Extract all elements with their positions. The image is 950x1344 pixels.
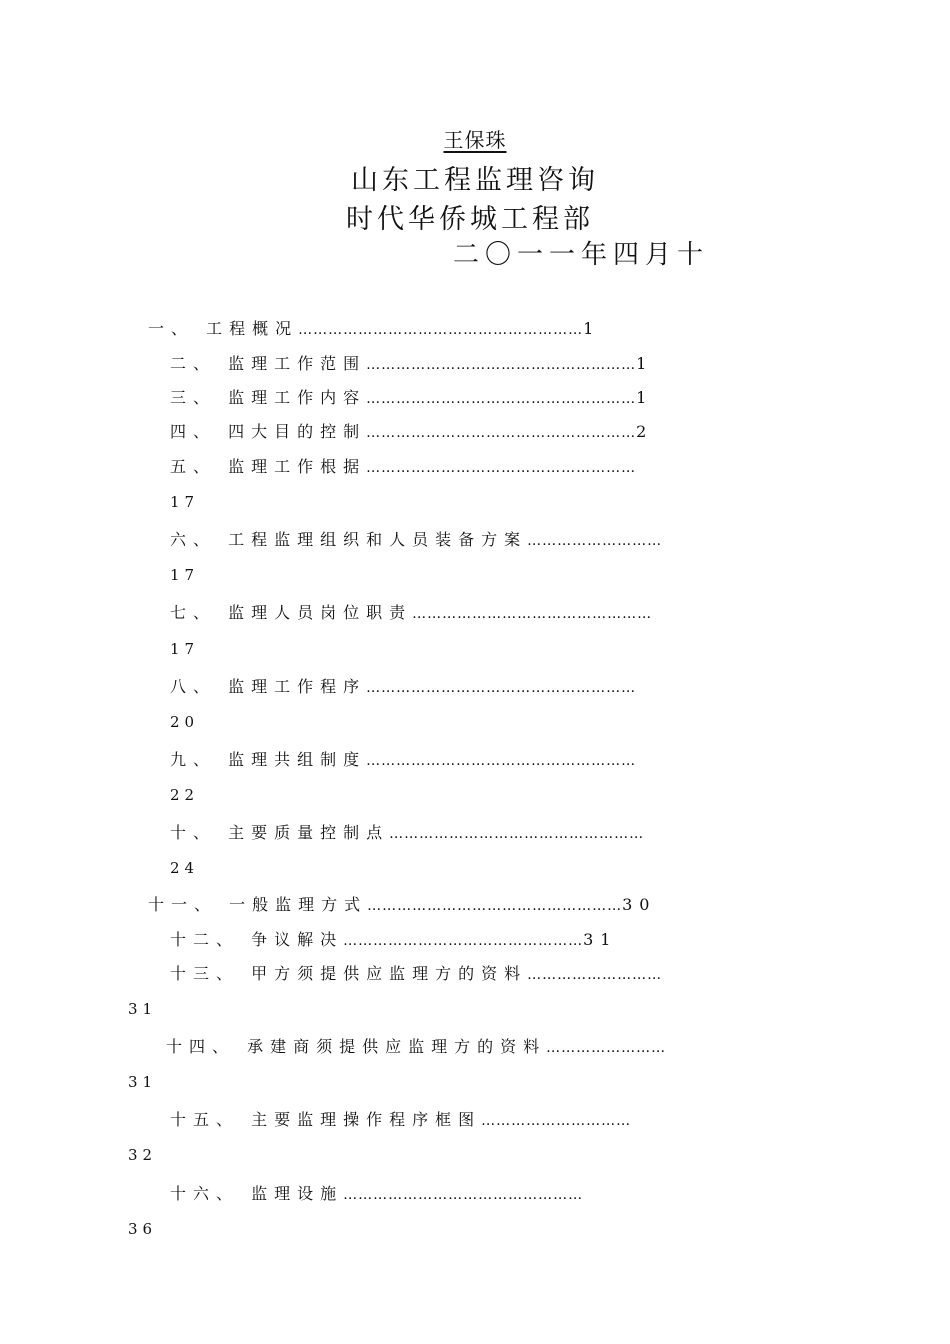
toc-entry <box>170 961 662 984</box>
toc-entry-leader: ……………………………………………… <box>366 460 637 476</box>
toc-entry-label: 四、 四大目的控制 <box>170 422 367 441</box>
toc-entry-label: 九、 监理共组制度 <box>170 750 367 769</box>
toc-entry <box>148 892 656 915</box>
toc-entry <box>170 351 653 374</box>
toc-entry <box>170 820 644 843</box>
toc-entry <box>170 385 653 408</box>
toc-entry-page: 17 <box>170 566 200 584</box>
toc-entry-page: 30 <box>622 895 657 914</box>
toc-entry-leader: ………………………………………………… <box>298 322 584 338</box>
toc-entry-page: 1 <box>636 388 654 407</box>
toc-entry-leader: ……………………… <box>527 533 663 549</box>
toc-entry-label: 十二、 争议解决 <box>170 930 344 949</box>
toc-entry-label: 十、 主要质量控制点 <box>170 823 390 842</box>
toc-entry-page: 36 <box>128 1220 158 1238</box>
toc-entry-leader: ……………………………………………… <box>366 680 637 696</box>
toc-entry <box>170 419 653 442</box>
toc-entry-leader: ……………………… <box>527 967 663 983</box>
toc-entry <box>170 454 636 477</box>
toc-entry-label: 三、 监理工作内容 <box>170 388 367 407</box>
toc-entry-label: 十三、 甲方须提供应监理方的资料 <box>170 964 528 983</box>
toc-entry <box>170 1107 631 1130</box>
toc-entry <box>170 747 636 770</box>
toc-entry-page: 32 <box>128 1146 158 1164</box>
toc-entry-label: 十一、 一般监理方式 <box>148 895 368 914</box>
toc-entry-leader: ……………………………………………… <box>366 753 637 769</box>
toc-entry-page: 31 <box>583 930 618 949</box>
toc-entry-page: 20 <box>170 713 200 731</box>
toc-entry-leader: ………………………………………… <box>343 933 584 949</box>
document-date: 二〇一一年四月十 <box>453 240 710 270</box>
toc-entry <box>148 316 600 339</box>
company-title: 山东工程监理咨询 <box>351 165 599 196</box>
toc-entry-label: 八、 监理工作程序 <box>170 677 367 696</box>
toc-entry <box>170 527 662 550</box>
toc-entry-page: 17 <box>170 493 200 511</box>
toc-entry-leader: ……………………………………………… <box>366 425 637 441</box>
toc-entry <box>170 600 652 623</box>
toc-entry-page: 2 <box>636 422 654 441</box>
toc-entry-page: 24 <box>170 859 200 877</box>
toc-entry-label: 七、 监理人员岗位职责 <box>170 603 413 622</box>
toc-entry-page: 31 <box>128 1000 158 1018</box>
toc-entry-page: 31 <box>128 1073 158 1091</box>
toc-entry-label: 六、 工程监理组织和人员装备方案 <box>170 530 528 549</box>
toc-entry-leader: …………………………………………… <box>367 898 623 914</box>
toc-entry-leader: ………………………… <box>481 1113 632 1129</box>
toc-entry-leader: ………………………………………… <box>343 1187 584 1203</box>
toc-entry <box>170 674 636 697</box>
project-title: 时代华侨城工程部 <box>346 204 594 235</box>
toc-entry-leader: ……………………………………………… <box>366 391 637 407</box>
toc-entry-label: 十五、 主要监理操作程序框图 <box>170 1110 482 1129</box>
toc-entry-label: 十六、 监理设施 <box>170 1184 344 1203</box>
toc-entry <box>170 927 617 950</box>
toc-entry-leader: …………………… <box>546 1040 667 1056</box>
toc-entry-page: 1 <box>636 354 654 373</box>
toc-entry-label: 一、 工程概况 <box>148 319 299 338</box>
toc-entry <box>170 1181 583 1204</box>
toc-entry-page: 1 <box>583 319 601 338</box>
toc-entry <box>166 1034 666 1057</box>
toc-entry-page: 17 <box>170 640 200 658</box>
toc-entry-leader: ………………………………………… <box>412 606 653 622</box>
toc-entry-leader: …………………………………………… <box>389 826 645 842</box>
toc-entry-label: 五、 监理工作根据 <box>170 457 367 476</box>
toc-entry-label: 十四、 承建商须提供应监理方的资料 <box>166 1037 547 1056</box>
toc-entry-leader: ……………………………………………… <box>366 357 637 373</box>
author-name: 王保珠 <box>443 128 507 152</box>
toc-entry-page: 22 <box>170 786 200 804</box>
toc-entry-label: 二、 监理工作范围 <box>170 354 367 373</box>
